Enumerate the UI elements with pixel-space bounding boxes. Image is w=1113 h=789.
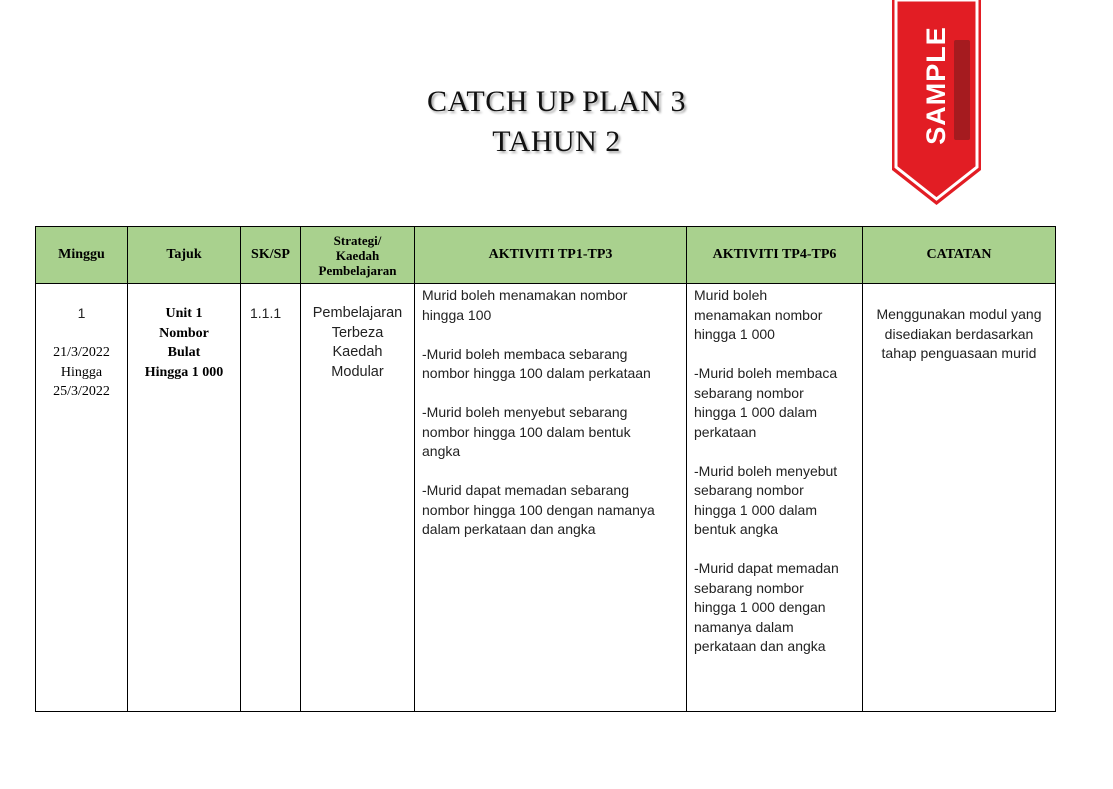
table-row: [36, 284, 1056, 712]
tp46-activity-1: Murid boleh menamakan nombor hingga 1 000: [694, 287, 823, 342]
week-number: 1: [77, 305, 86, 321]
tp46-activity-2: -Murid boleh membaca sebarang nombor hingga 1 000 dalam perkataan: [694, 365, 838, 440]
tp13-activity-2: -Murid boleh membaca sebarang nombor hingga 100 dalam perkataan: [422, 345, 651, 382]
ribbon-stamp-strip: [954, 40, 970, 140]
week-end-date: 25/3/2022: [53, 384, 110, 400]
cell-aktiviti-tp1-tp3: [415, 284, 687, 712]
header-catatan: CATATAN: [863, 227, 1056, 284]
tp13-activity-4: -Murid dapat memadan sebarang nombor hingga 100 dengan namanya dalam perkataan dan angka: [422, 482, 655, 538]
cell-minggu: [36, 284, 128, 712]
cell-sksp: 1.1.1: [241, 284, 301, 712]
cell-tajuk: Unit 1 Nombor Bulat Hingga 1 000: [128, 284, 241, 712]
title-line-2: TAHUN 2: [492, 125, 621, 158]
title-line-1: CATCH UP PLAN 3: [427, 85, 686, 118]
header-aktiviti-tp4-tp6: AKTIVITI TP4-TP6: [687, 227, 863, 284]
cell-strategi: Pembelajaran Terbeza Kaedah Modular: [301, 284, 415, 712]
cell-aktiviti-tp4-tp6: [687, 284, 863, 712]
tp13-activity-3: -Murid boleh menyebut sebarang nombor hingga 100 dalam bentuk angka: [422, 404, 631, 460]
tp46-activity-4: -Murid dapat memadan sebarang nombor hingga 1 000 dengan namanya dalam perkataan dan angka: [694, 560, 839, 655]
tp13-activity-1: Murid boleh menamakan nombor hingga 100: [422, 287, 628, 323]
plan-table: [35, 226, 1056, 712]
sample-label: SAMPLE: [921, 25, 952, 145]
header-tajuk: Tajuk: [128, 227, 241, 284]
tp46-activity-3: -Murid boleh menyebut sebarang nombor hingga 1 000 dalam bentuk angka: [694, 462, 838, 538]
cell-catatan: Menggunakan modul yang disediakan berdasarkan tahap penguasaan murid: [863, 284, 1056, 712]
table-header-row: [36, 227, 1056, 284]
header-aktiviti-tp1-tp3: AKTIVITI TP1-TP3: [415, 227, 687, 284]
header-sksp: SK/SP: [241, 227, 301, 284]
week-hingga: Hingga: [60, 364, 103, 380]
header-minggu: Minggu: [36, 227, 128, 284]
week-start-date: 21/3/2022: [53, 345, 110, 361]
header-strategi: Strategi/ Kaedah Pembelajaran: [301, 227, 415, 284]
